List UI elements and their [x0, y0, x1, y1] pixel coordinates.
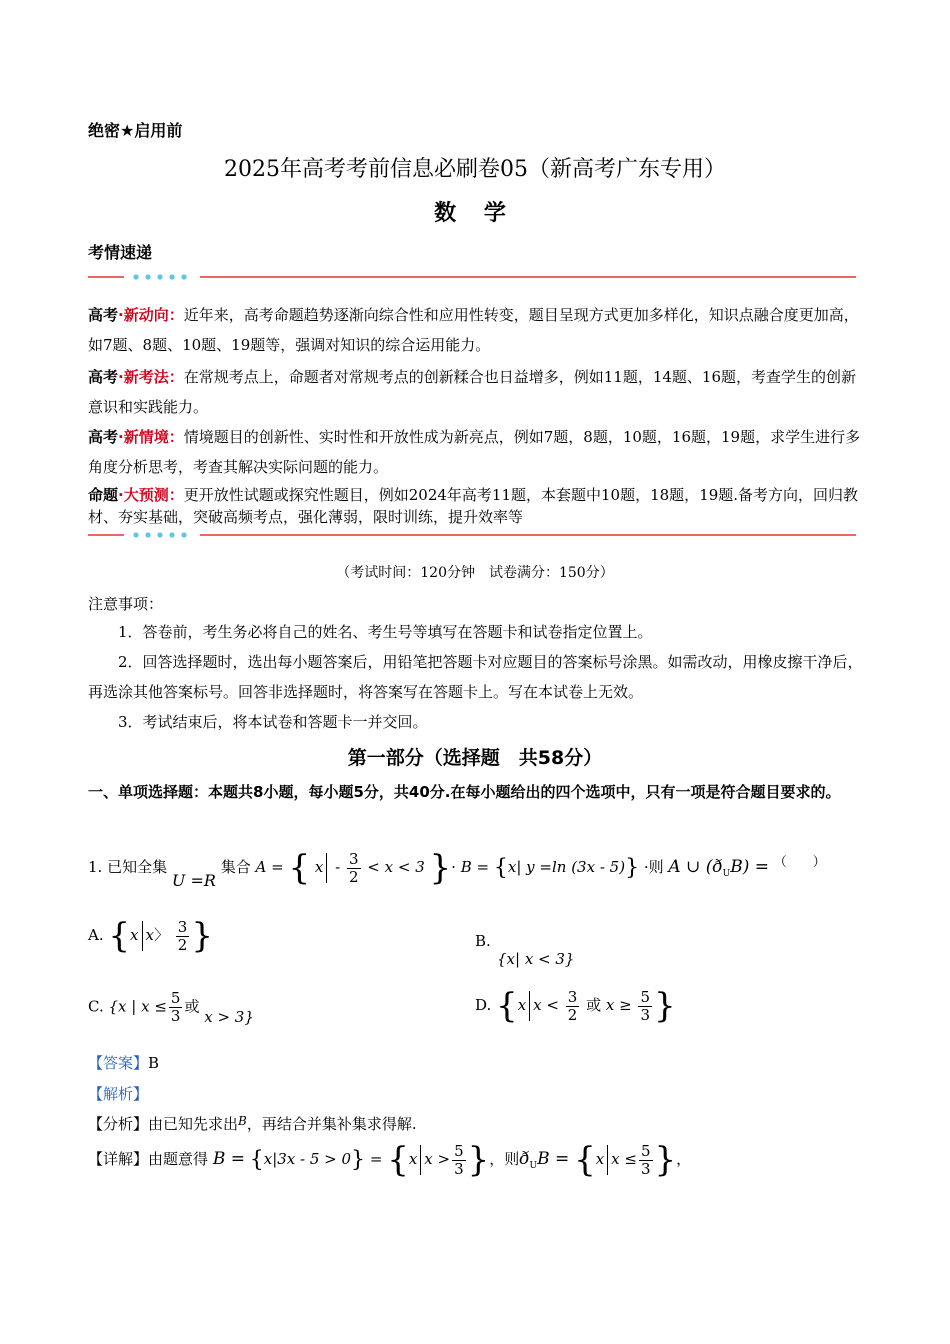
brace-left: {	[496, 986, 518, 1026]
option-d-ge: x ≥	[605, 996, 632, 1014]
fenxi-var: B	[238, 1114, 247, 1128]
tag-colon: ：	[168, 306, 184, 324]
detail-gt: x >	[424, 1150, 451, 1168]
fenxi-text: ，再结合并集补集求得解.	[246, 1115, 417, 1133]
q1-minus: -	[335, 858, 341, 876]
section-intro: 一、单项选择题：本题共8小题，每小题5分，共40分.在每小题给出的四个选项中，只有一项是符合题目要求的。	[88, 783, 841, 801]
option-c-or: 或	[184, 997, 200, 1016]
tag-category: 高考	[88, 428, 119, 446]
option-label: B.	[475, 932, 491, 950]
tag-sep: ·	[118, 428, 124, 446]
tag-colon: ：	[168, 368, 184, 386]
frac-num: 5	[640, 1141, 651, 1160]
option-label: D.	[475, 996, 492, 1014]
frac-den: 3	[454, 1159, 464, 1178]
option-d-or: 或	[586, 996, 602, 1014]
answer-value: B	[148, 1054, 160, 1072]
option-a-rel: 〉	[153, 926, 169, 944]
frac-den: 2	[567, 1005, 578, 1024]
q1-paren: （ ）	[773, 855, 826, 870]
q1-expr-sub: U	[722, 869, 731, 879]
option-d[interactable]: D. {x x < $\frac{3}{2}$ 或 x ≥ $\frac{5}{3}$ }	[475, 986, 676, 1026]
complement-symbol: ð	[519, 1149, 530, 1169]
frac-den: 2	[177, 935, 188, 954]
q1-set-b-body: x| y =ln (3x - 5)	[507, 858, 626, 876]
complement-sub: U	[529, 1161, 538, 1171]
option-label: C.	[88, 997, 104, 1016]
option-b[interactable]	[475, 932, 574, 968]
detail-line: 【详解】由题意得 B = {x|3x - 5 > 0} = {x x > $\frac{5}{3}$ }，则$ð_UB = \{x$ x ≤ $\frac{5}{3}$ }，	[88, 1140, 692, 1180]
tag-highlight: 大预测	[123, 486, 169, 504]
exam-info: （考试时间：120分钟 试卷满分：150分）	[336, 565, 614, 581]
option-b-body: {x| x < 3}	[497, 950, 575, 968]
option-d-fraction	[638, 989, 652, 1024]
notice-heading: 注意事项：	[88, 595, 164, 613]
brace-right: }	[191, 916, 213, 956]
overview-item	[88, 362, 864, 422]
frac-num: 3	[567, 987, 578, 1006]
q1-set-word: 集合	[220, 858, 251, 876]
q1-prefix: 1. 已知全集	[88, 858, 168, 876]
fenxi-line	[88, 1113, 417, 1134]
tag-sep: ·	[118, 486, 124, 504]
detail-label: 【详解】	[88, 1150, 149, 1168]
complement-b: B =	[537, 1149, 570, 1169]
q1-universe: U =R	[171, 871, 216, 890]
option-label: A.	[88, 926, 104, 944]
brace-left: {	[387, 1140, 409, 1180]
q1-then: ·则	[643, 858, 664, 876]
set-bar	[142, 921, 143, 951]
fenxi-label: 【分析】	[88, 1115, 149, 1133]
tag-sep: ·	[118, 368, 124, 386]
set-bar	[529, 991, 530, 1021]
tag-category: 高考	[88, 368, 119, 386]
overview-text: 在常规考点上，命题者对常规考点的创新糅合也日益增多，例如11题，14题、16题，考查学生的创新意识和实践能力。	[88, 368, 857, 416]
frac-den: 2	[348, 867, 359, 886]
option-c[interactable]	[88, 990, 254, 1025]
frac-num: 3	[348, 849, 359, 868]
brace-right: }	[654, 1140, 677, 1180]
brace-left: {	[574, 1140, 596, 1180]
q1-var: x	[314, 858, 324, 876]
option-d-fraction	[566, 989, 580, 1024]
overview-text: 情境题目的创新性、实时性和开放性成为新亮点，例如7题，8题，10题，16题，19题，求学生进行多角度分析思考，考查其解决实际问题的能力。	[88, 428, 861, 476]
option-d-lt: x <	[533, 996, 559, 1014]
q1-ineq: < x < 3	[367, 858, 425, 876]
brace-left: {	[108, 916, 131, 956]
detail-inner: x|3x - 5 > 0	[263, 1150, 352, 1168]
tag-sep: ·	[118, 306, 124, 324]
q1-expr-end: B) =	[730, 857, 769, 877]
q1-fraction	[347, 851, 361, 886]
option-a[interactable]: A. {x x〉 $\frac{3}{2}$ }	[88, 916, 213, 956]
subject-title: 数 学	[434, 200, 516, 226]
question-1: 1. 已知全集 U =R 集合 A = { x - $\frac{3}{2}$ < x < 3 }· B = {x| y =ln (3x - 5)} ·则 A ∪ $(ð_UB)$ = （ ）	[88, 848, 826, 890]
analysis-label: 【解析】	[88, 1085, 149, 1103]
set-bar	[326, 853, 327, 883]
option-a-fraction	[176, 919, 190, 954]
option-c-pre: {x | x ≤	[108, 997, 167, 1016]
brace-left: {	[288, 848, 311, 888]
brace-right: }	[429, 848, 452, 888]
notice-item: 2．回答选择题时，选出每小题答案后，用铅笔把答题卡对应题目的答案标号涂黑。如需改动，用橡皮擦干净后，再选涂其他答案标号。回答非选择题时，将答案写在答题卡上。写在本试卷上无效。	[88, 653, 863, 701]
frac-num: 5	[170, 989, 181, 1007]
frac-den: 3	[170, 1007, 181, 1025]
decorative-divider	[88, 528, 856, 542]
detail-fraction	[639, 1143, 653, 1178]
frac-num: 3	[177, 917, 188, 936]
frac-den: 3	[640, 1005, 650, 1024]
frac-den: 3	[640, 1159, 651, 1178]
part-heading: 第一部分（选择题 共58分）	[347, 747, 603, 769]
tag-category: 高考	[88, 306, 119, 324]
answer-line	[88, 1052, 159, 1073]
tag-highlight: 新动向	[123, 306, 169, 324]
tag-category: 命题	[88, 486, 119, 504]
detail-then: ，则	[489, 1150, 520, 1168]
detail-fraction	[452, 1143, 466, 1178]
secret-label: 绝密★启用前	[88, 121, 183, 140]
set-bar	[420, 1145, 421, 1175]
option-c-fraction	[169, 990, 183, 1025]
detail-eq: =	[369, 1150, 383, 1168]
tag-colon: ：	[168, 428, 184, 446]
notice-item: 3．考试结束后，将本试卷和答题卡一并交回。	[118, 713, 428, 731]
detail-le: x ≤	[611, 1150, 637, 1168]
set-bar	[607, 1145, 608, 1175]
decorative-divider	[88, 270, 856, 284]
overview-heading: 考情速递	[88, 243, 153, 262]
q1-expr: A ∪ (ð	[668, 857, 723, 877]
q1-dot: ·	[451, 858, 456, 876]
detail-text: 由题意得	[148, 1150, 209, 1168]
overview-text: 近年来，高考命题趋势逐渐向综合性和应用性转变，题目呈现方式更加多样化，知识点融合度更加高，如7题、8题、10题、19题等，强调对知识的综合运用能力。	[88, 306, 859, 354]
brace-right: }	[653, 986, 676, 1026]
overview-item	[88, 484, 864, 528]
q1-set-b: B =	[460, 858, 490, 876]
brace-right: }	[467, 1140, 490, 1180]
frac-num: 5	[454, 1141, 464, 1160]
tag-highlight: 新考法	[123, 368, 169, 386]
overview-text: 更开放性试题或探究性题目，例如2024年高考11题，本套题中10题，18题，19题.备考方向，回归教材、夯实基础，突破高频考点，强化薄弱，限时训练，提升效率等	[88, 486, 859, 526]
exam-title: 2025年高考考前信息必刷卷05（新高考广东专用）	[224, 157, 726, 182]
frac-num: 5	[640, 987, 650, 1006]
notice-item: 1．答卷前，考生务必将自己的姓名、考生号等填写在答题卡和试卷指定位置上。	[118, 623, 653, 641]
overview-item	[88, 422, 864, 482]
option-c-post: x > 3}	[204, 1007, 254, 1026]
tag-colon: ：	[168, 486, 184, 504]
tag-highlight: 新情境	[123, 428, 169, 446]
detail-set-b: B =	[212, 1149, 245, 1169]
q1-set-a: A =	[255, 858, 284, 876]
answer-label: 【答案】	[88, 1054, 149, 1072]
fenxi-text: 由已知先求出	[148, 1115, 239, 1133]
overview-item	[88, 300, 864, 360]
detail-tail: ，	[676, 1150, 692, 1168]
